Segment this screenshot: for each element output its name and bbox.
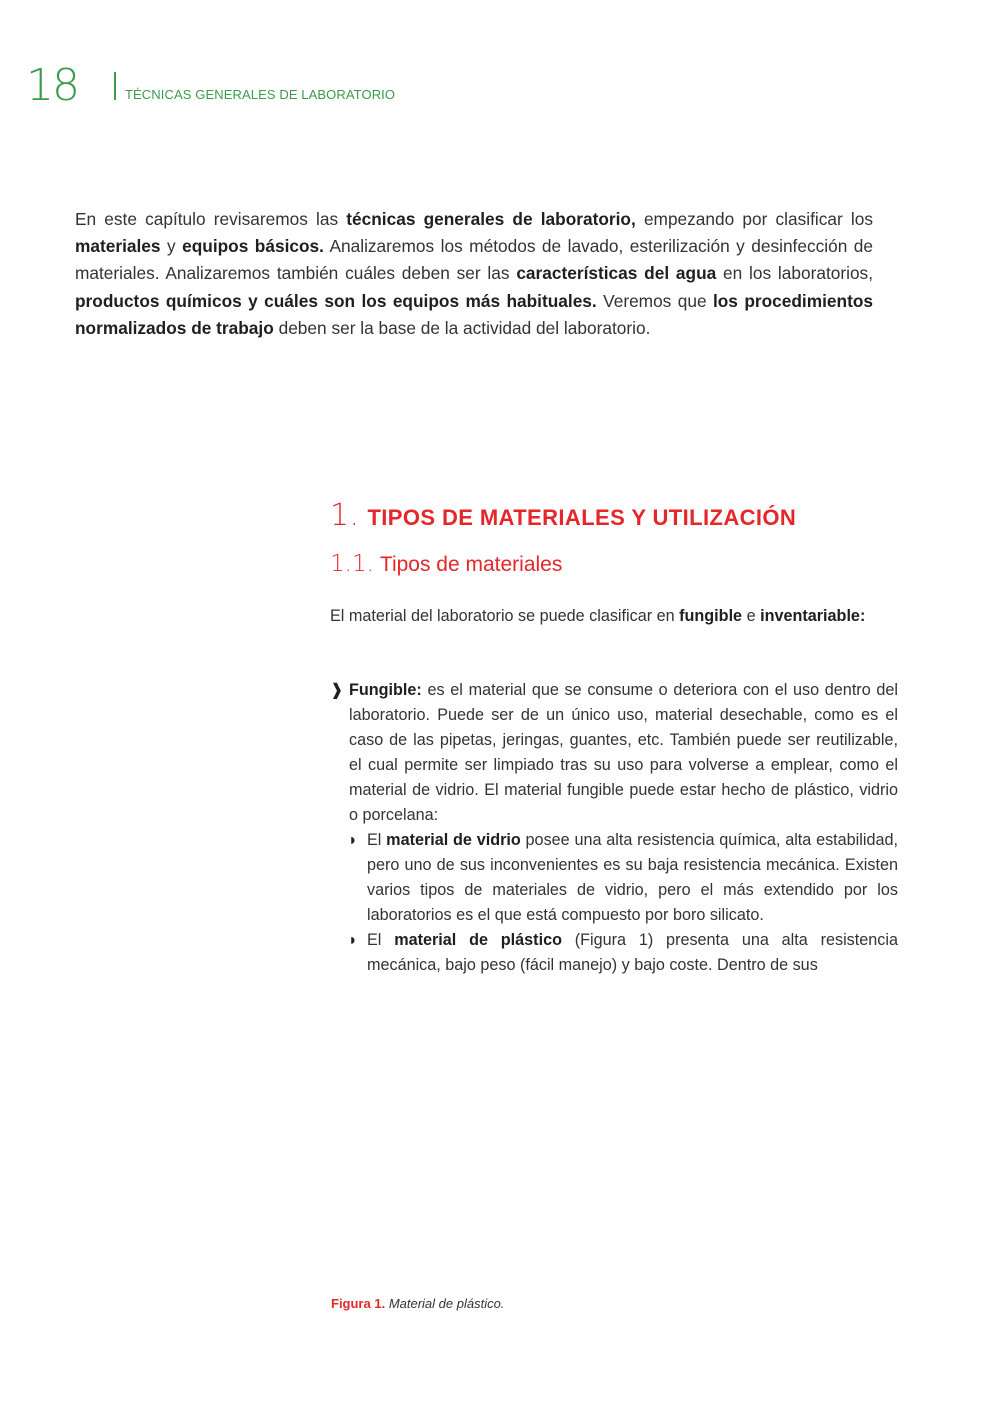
intro-text: deben ser la base de la actividad del laboratorio. <box>273 317 651 338</box>
list-item-fungible <box>330 678 898 828</box>
intro-text: En este capítulo revisaremos las <box>75 209 347 229</box>
intro-text: empezando por clasificar los <box>635 209 873 229</box>
intro-emphasis: equipos básicos. <box>182 236 324 257</box>
item-text: (Figura 1) presenta una alta resistencia mecánica, bajo peso (fácil manejo) y bajo coste. Dentro de sus <box>367 931 898 974</box>
section-heading <box>330 498 796 533</box>
intro-emphasis: productos químicos y cuáles son los equipos más habituales. <box>75 290 597 311</box>
chevron-bullet-icon: ❱ <box>330 681 344 699</box>
intro-text: y <box>160 236 183 257</box>
list-item-plastico <box>330 928 898 978</box>
item-text: El <box>367 831 387 849</box>
half-circle-bullet-icon: ◗ <box>348 831 358 849</box>
material-list <box>330 678 898 978</box>
item-text: El <box>367 931 395 949</box>
item-label: Fungible: <box>349 681 422 699</box>
item-text: posee una alta resistencia química, alta estabilidad, pero uno de sus inconvenientes es su baja resistencia mecánica. Existen varios tipos de materiales de vidrio, pero el más extendido por los laboratorios es el que está compuesto por boro silicato. <box>367 831 898 924</box>
subsection-title: Tipos de materiales <box>379 553 563 576</box>
intro-emphasis: técnicas generales de laboratorio, <box>346 209 636 229</box>
figure-caption-text: Material de plástico. <box>388 1296 505 1311</box>
paragraph-text: e <box>742 607 761 625</box>
intro-emphasis: características del agua <box>516 263 717 284</box>
intro-paragraph <box>75 206 873 342</box>
intro-emphasis: los procedimientos normalizados de trabajo <box>75 290 873 338</box>
section-number: 1. <box>330 498 360 533</box>
item-text: es el material que se consume o deteriora con el uso dentro del laboratorio. Puede ser de un único uso, material desechable, como es el caso de las pipetas, jeringas, guantes, etc. También puede ser reutilizable, el cual permite ser limpiado tras su uso para volverse a emplear, como el material de vidrio. El material fungible puede estar hecho de plástico, vidrio o porcelana: <box>349 681 898 824</box>
header-divider <box>114 72 116 100</box>
intro-text: en los laboratorios, <box>716 263 874 284</box>
half-circle-bullet-icon: ◗ <box>348 931 358 949</box>
intro-text: Veremos que <box>596 290 713 311</box>
paragraph-text: El material del laboratorio se puede clasificar en <box>330 607 680 625</box>
figure-label: Figura 1. <box>331 1296 386 1311</box>
intro-emphasis: materiales <box>75 236 161 257</box>
paragraph-emphasis: inventariable: <box>760 607 866 625</box>
subsection-number: 1.1. <box>330 551 374 577</box>
page-number: 18 <box>26 60 78 111</box>
item-emphasis: material de vidrio <box>386 831 521 849</box>
subsection-heading <box>330 551 562 577</box>
section-title: TIPOS DE MATERIALES Y UTILIZACIÓN <box>367 505 797 530</box>
classification-paragraph <box>330 604 898 629</box>
item-emphasis: material de plástico <box>394 931 562 949</box>
running-title: TÉCNICAS GENERALES DE LABORATORIO <box>125 87 396 102</box>
figure-caption <box>331 1296 504 1311</box>
intro-text: Analizaremos los métodos de lavado, esterilización y desinfección de materiales. Analizaremos también cuáles deben ser las <box>75 236 873 284</box>
list-item-vidrio <box>330 828 898 928</box>
paragraph-emphasis: fungible <box>679 607 743 625</box>
